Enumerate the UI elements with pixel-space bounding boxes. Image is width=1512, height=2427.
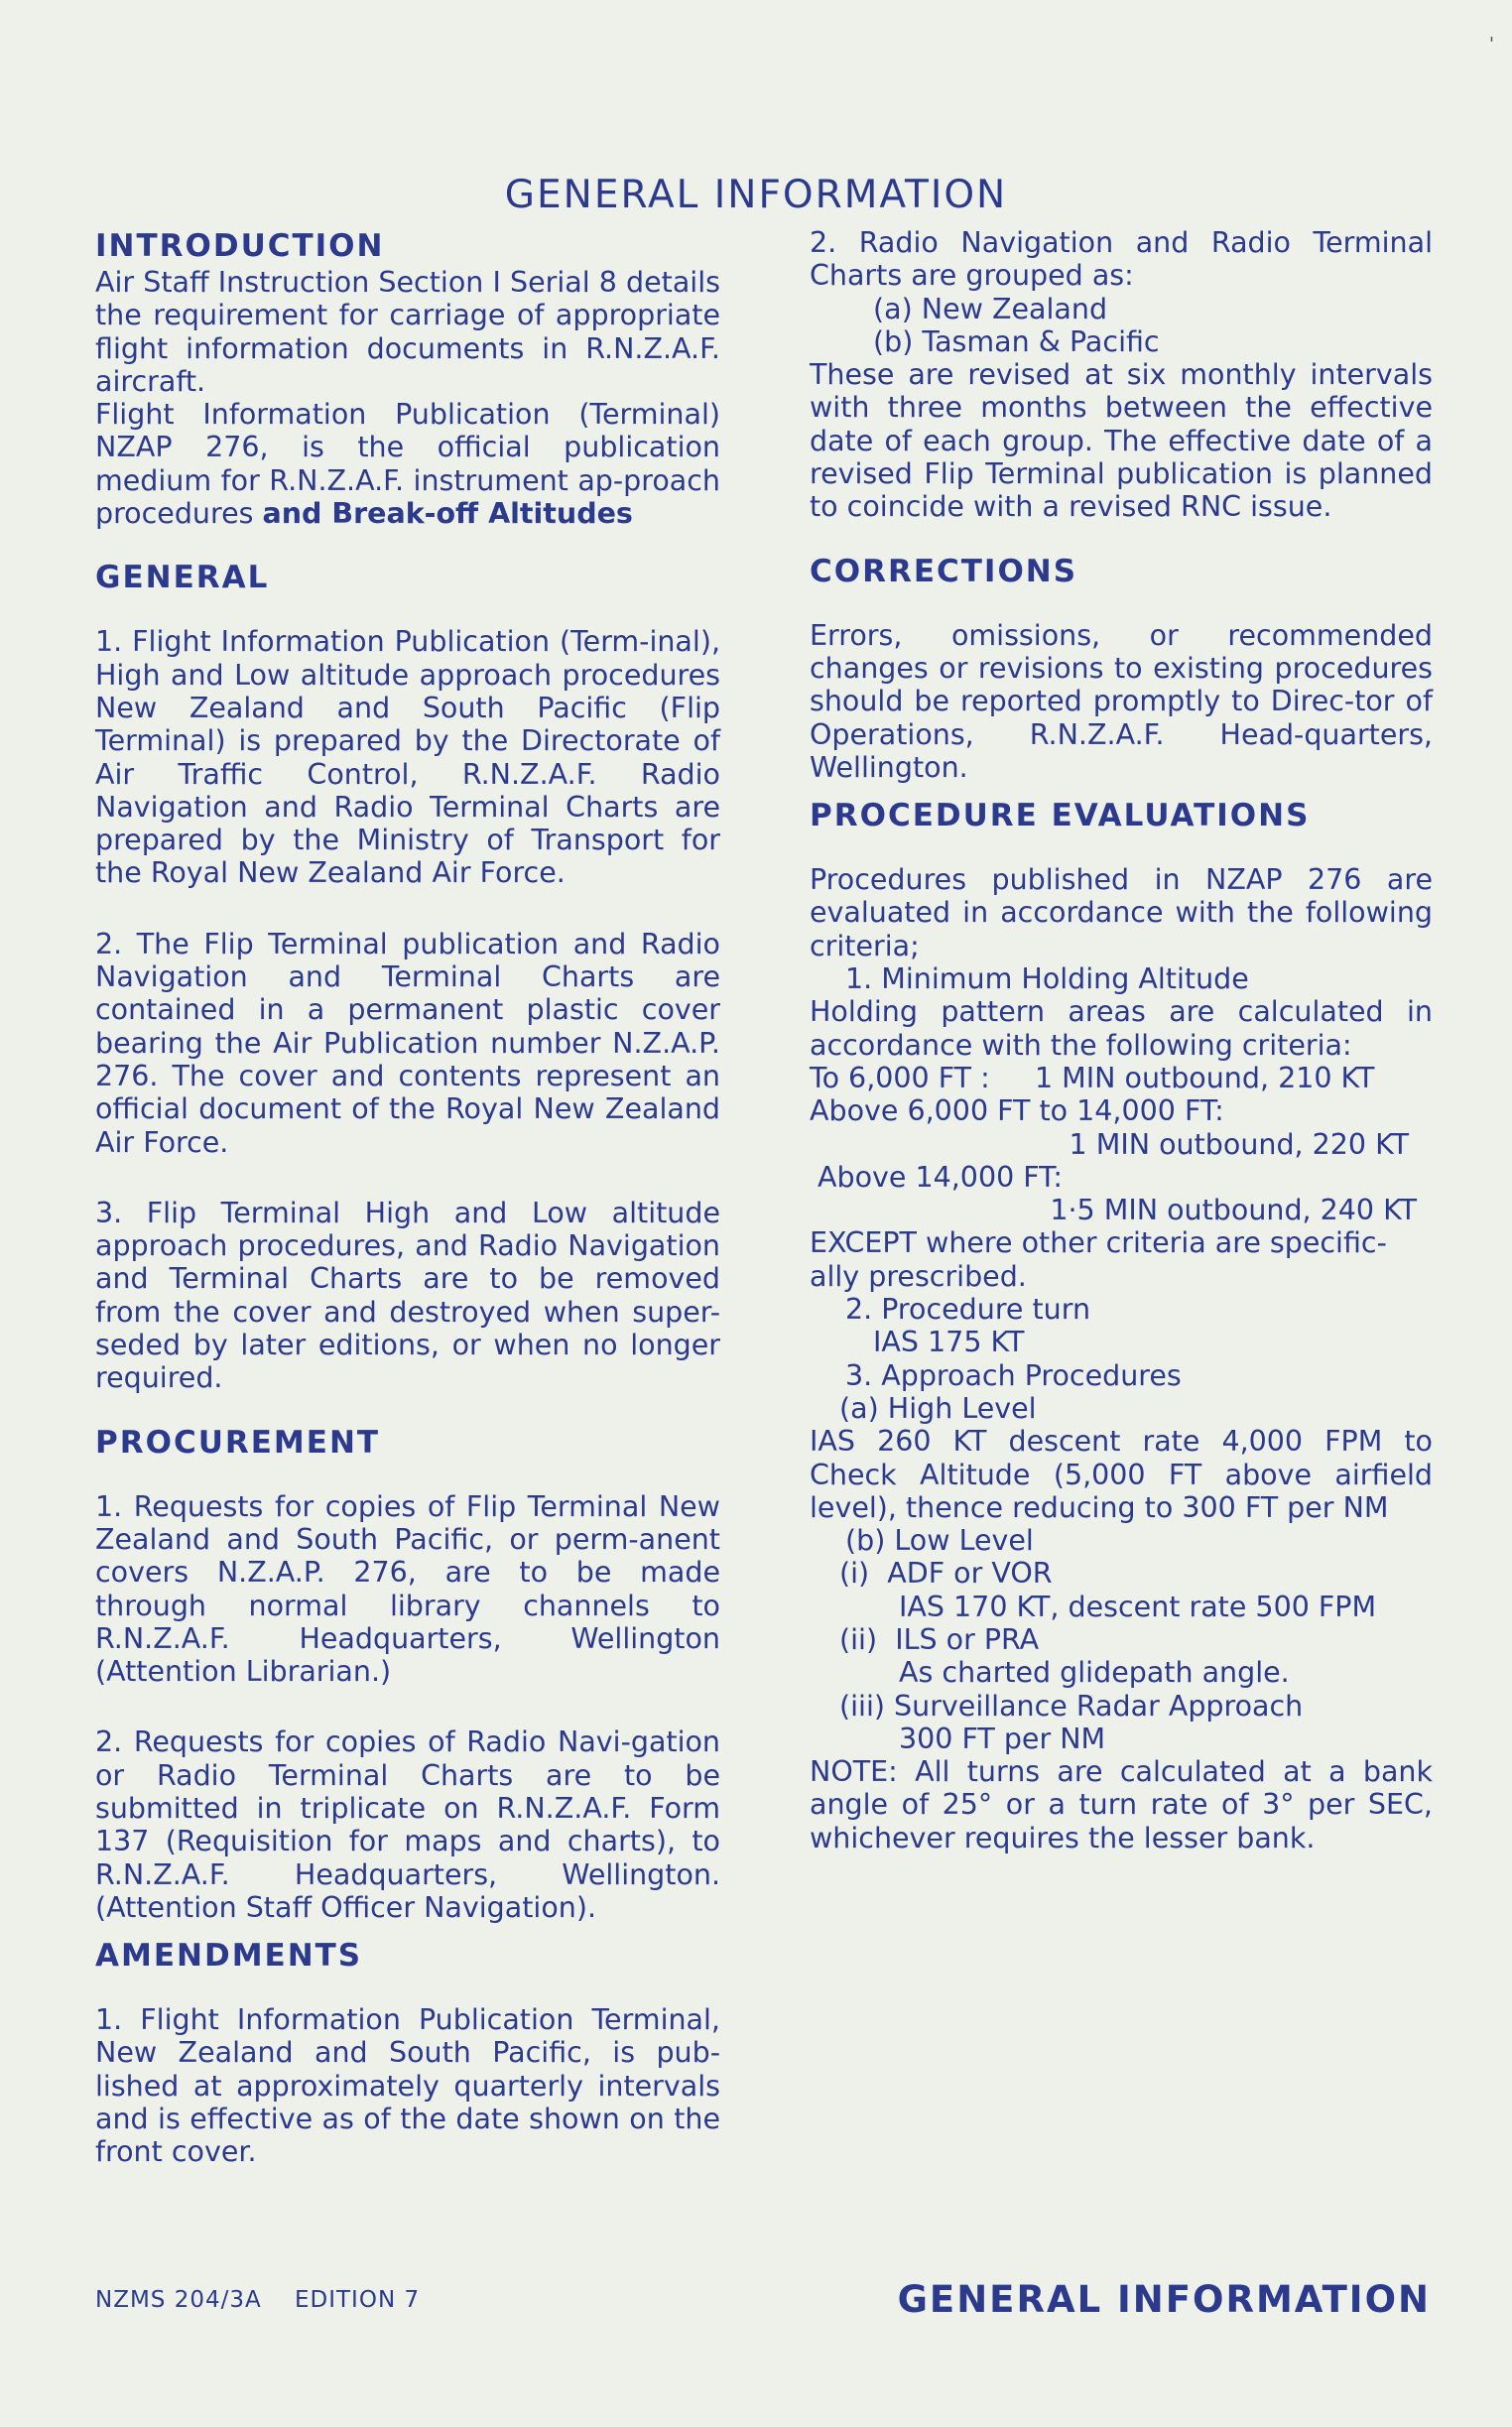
left-column [95, 226, 720, 2169]
amendments-heading: AMENDMENTS [95, 1938, 363, 1975]
general-paragraph-1: 1. Flight Information Publication (Term-inal), High and Low altitude approach procedures New Zealand and South Pacific (Flip Terminal) is prepared by the Directorate of Air Traffic Control, R.N.Z.A.F. Radio Navigation and Radio Terminal Charts are prepared by the Ministry of Transport for the Royal New Zealand Air Force. [95, 625, 720, 890]
holding-criteria: Holding pattern areas are calculated in accordance with the following criteria: [810, 995, 1433, 1062]
general-paragraph-3: 3. Flip Terminal High and Low altitude approach procedures, and Radio Navigation and Terminal Charts are to be removed from the cover and destroyed when super-seded by later editions, or when no longer required. [95, 1196, 720, 1395]
introduction-paragraph-2 [95, 398, 720, 530]
procurement-heading: PROCUREMENT [95, 1424, 381, 1461]
criteria-above-6000-value: 1 MIN outbound, 220 KT [1069, 1127, 1409, 1161]
right-column [810, 226, 1433, 1854]
criteria-above-14000: Above 14,000 FT: [818, 1160, 1064, 1194]
adf-or-vor-text: IAS 170 KT, descent rate 500 FPM [899, 1590, 1377, 1623]
charts-intro: 2. Radio Navigation and Radio Terminal Charts are grouped as: [810, 226, 1433, 293]
procedure-turn: 2. Procedure turn [845, 1293, 1091, 1327]
approach-procedures: 3. Approach Procedures [845, 1358, 1182, 1392]
footer-title: GENERAL INFORMATION [897, 2278, 1431, 2321]
high-level: (a) High Level [839, 1391, 1037, 1425]
introduction-paragraph-1: Air Staff Instruction Section I Serial 8 details the requirement for carriage of appropriate flight information documents in R.N.Z.A.F. aircraft. [95, 266, 720, 398]
introduction-paragraph-2-text: Flight Information Publication (Terminal) NZAP 276, is the official publication medium for R.N.Z.A.F. instrument ap-proach procedures [95, 398, 720, 531]
footer-edition: NZMS 204/3A EDITION 7 [95, 2287, 421, 2313]
corrections-heading: CORRECTIONS [810, 553, 1078, 589]
general-paragraph-2: 2. The Flip Terminal publication and Radio Navigation and Terminal Charts are contained in a permanent plastic cover bearing the Air Publication number N.Z.A.P. 276. The cover and contents represent an official document of the Royal New Zealand Air Force. [95, 927, 720, 1159]
ils-or-pra: (ii) ILS or PRA [839, 1622, 1040, 1656]
ils-or-pra-text: As charted glidepath angle. [899, 1656, 1290, 1690]
charts-item-a: (a) New Zealand [873, 292, 1108, 325]
page-title: GENERAL INFORMATION [504, 173, 1008, 218]
corner-mark: ' [1489, 34, 1494, 55]
procedure-evaluations-heading: PROCEDURE EVALUATIONS [810, 798, 1311, 834]
surveillance-radar-approach: (iii) Surveillance Radar Approach [839, 1689, 1304, 1723]
procedure-turn-ias: IAS 175 KT [873, 1326, 1025, 1359]
charts-item-b: (b) Tasman & Pacific [873, 324, 1160, 358]
criteria-above-6000: Above 6,000 FT to 14,000 FT: [810, 1094, 1224, 1128]
corrections-paragraph: Errors, omissions, or recommended changes or revisions to existing procedures should be reported promptly to Direc-tor of Operations, R.N.Z.A.F. Head-quarters, Wellington. [810, 618, 1433, 784]
evaluations-intro: Procedures published in NZAP 276 are evaluated in accordance with the following criteria; [810, 863, 1433, 962]
procurement-paragraph-2: 2. Requests for copies of Radio Navi-gation or Radio Terminal Charts are to be submitted in triplicate on R.N.Z.A.F. Form 137 (Requisition for maps and charts), to R.N.Z.A.F. Headquarters, Wellington. (Attention Staff Officer Navigation). [95, 1725, 720, 1924]
turns-note: NOTE: All turns are calculated at a bank angle of 25° or a turn rate of 3° per SEC, whichever requires the lesser bank. [810, 1755, 1433, 1854]
procurement-paragraph-1: 1. Requests for copies of Flip Terminal New Zealand and South Pacific, or perm-anent covers N.Z.A.P. 276, are to be made through normal library channels to R.N.Z.A.F. Headquarters, Wellington (Attention Librarian.) [95, 1489, 720, 1689]
amendments-paragraph-1: 1. Flight Information Publication Terminal, New Zealand and South Pacific, is pub-lished at approximately quarterly intervals and is effective as of the date shown on the front cover. [95, 2003, 720, 2169]
adf-or-vor: (i) ADF or VOR [839, 1557, 1053, 1591]
criteria-to-6000: To 6,000 FT : 1 MIN outbound, 210 KT [810, 1061, 1375, 1094]
except-clause: EXCEPT where other criteria are specific-ally prescribed. [810, 1226, 1387, 1293]
low-level: (b) Low Level [845, 1524, 1034, 1558]
criteria-above-14000-value: 1·5 MIN outbound, 240 KT [1050, 1194, 1417, 1227]
high-level-text: IAS 260 KT descent rate 4,000 FPM to Check Altitude (5,000 FT above airfield level), thence reducing to 300 FT per NM [810, 1425, 1433, 1524]
charts-paragraph-2: These are revised at six monthly intervals with three months between the effective date of each group. The effective date of a revised Flip Terminal publication is planned to coincide with a revised RNC issue. [810, 358, 1433, 524]
introduction-paragraph-2-emphasis: and Break-off Altitudes [262, 497, 633, 531]
introduction-heading: INTRODUCTION [95, 228, 385, 264]
general-heading: GENERAL [95, 560, 270, 596]
surveillance-radar-approach-text: 300 FT per NM [899, 1722, 1106, 1755]
minimum-holding-altitude: 1. Minimum Holding Altitude [845, 962, 1249, 996]
